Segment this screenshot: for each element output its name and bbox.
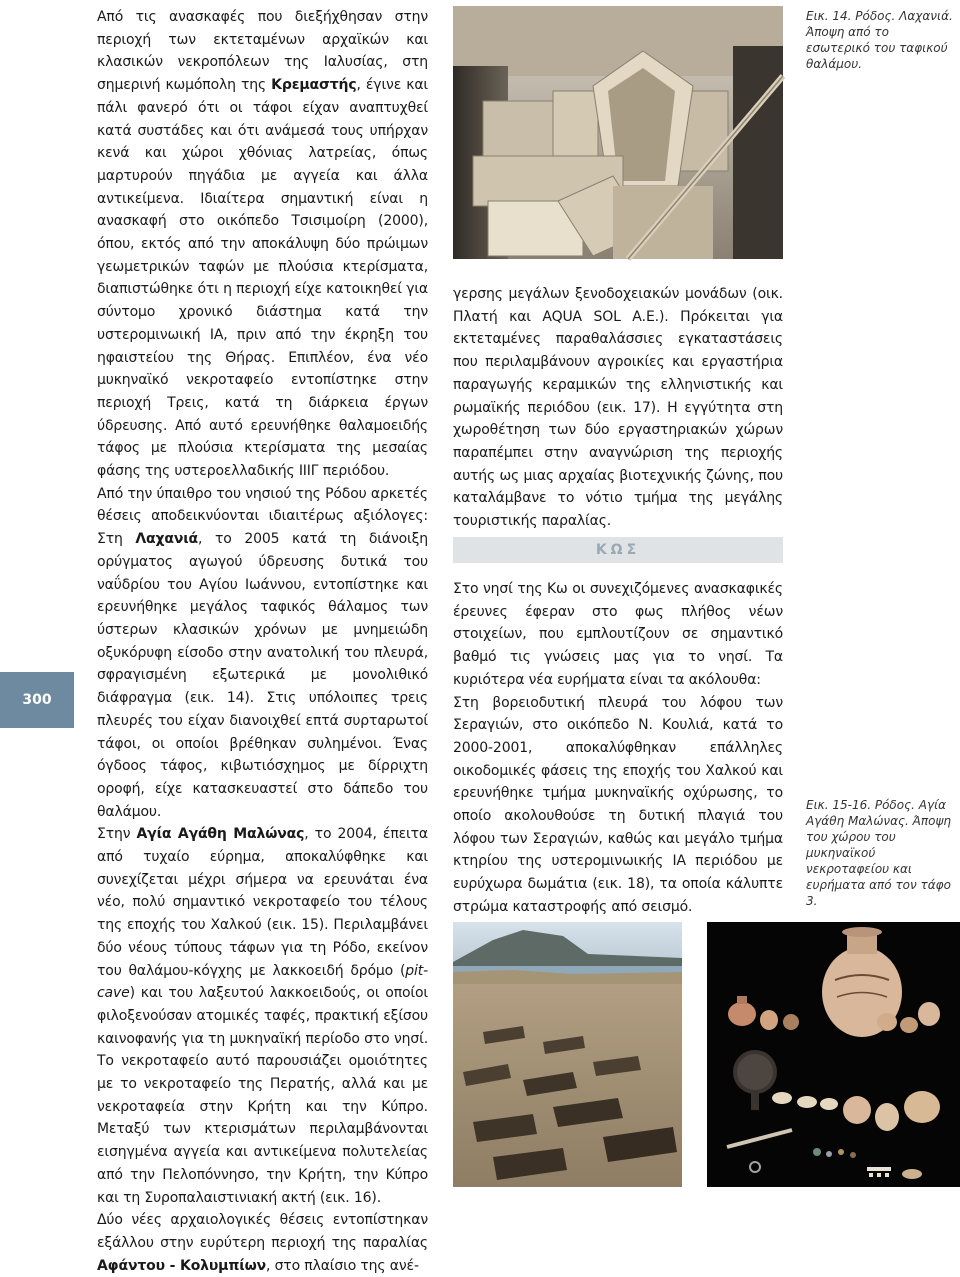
- place-name-lachania: Λαχανιά: [135, 531, 199, 548]
- paragraph-seragia: Στη βορειοδυτική πλευρά του λόφου των Σεραγιών, στο οικόπεδο Ν. Κουλιά, κατά το 2000-2001, αποκαλύφθηκαν επάλληλες οικοδομικές φάσεις της εποχής του Χαλκού και ερευνήθηκε τμήμα μυκηναϊκής οχύρωσης, το οποίο ακολουθούσε τη δυτική πλαγιά του λόφου των Σεραγιών, καθώς και μεγάλο τμήμα κτηρίου της υστερομινωικής ΙΑ περιόδου με ευρύχωρα δωμάτια (εικ. 18), τα οποία κάλυπτε στρώμα καταστροφής από σεισμό.: [453, 694, 783, 915]
- figure-15-16-caption: Εικ. 15-16. Ρόδος. Αγία Αγάθη Μαλώνας. Άποψη του χώρου του μυκηναϊκού νεκροταφείου και ευρήματα από τον τάφο 3.: [806, 798, 951, 908]
- section-heading-kos: ΚΩΣ: [453, 537, 783, 563]
- left-text-column: [97, 6, 428, 1277]
- paragraph-kos-intro: Στο νησί της Κω οι συνεχιζόμενες ανασκαφικές έρευνες έφεραν στο φως πλήθος νέων στοιχείων, που εμπλουτίζουν σε σημαντικό βαθμό τις γνώσεις μας για το νησί. Τα κυριότερα νέα ευρήματα είναι τα ακόλουθα:: [453, 581, 783, 688]
- figure-14-caption: Εικ. 14. Ρόδος. Λαχανιά. Άποψη από το εσωτερικό του ταφικού θαλάμου.: [806, 9, 953, 71]
- paragraph-kremasti: Από τις ανασκαφές που διεξήχθησαν στην περιοχή των εκτεταμένων αρχαϊκών και κλασικών νεκροπόλεων της Ιαλυσίας, στη σημερινή κωμόπολη της Κρεμαστής, έγινε και πάλι φανερό ότι οι τάφοι είχαν αναπτυχθεί κατά συστάδες και ότι ανάμεσά τους υπήρχαν κενά και χώροι χθόνιας λατρείας, όπως μαρτυρούν πηγάδια με αγγεία και άλλα αντικείμενα. Ιδιαίτερα σημαντική είναι η ανασκαφή στο οικόπεδο Τσισιμοίρη (2000), όπου, εκτός από την αποκάλυψη δύο πρώιμων γεωμετρικών ταφών με πλούσια κτερίσματα, διαπιστώθηκε ότι η περιοχή είχε κατοικηθεί για σύντομο χρονικό διάστημα κατά την υστερομινωική ΙΑ, πριν από την έκρηξη του ηφαιστείου της Θήρας. Επιπλέον, ένα νέο μυκηναϊκό νεκροταφείο εντοπίστηκε στην περιοχή Τρεις, κατά τη διάρκεια έργων ύδρευσης. Από αυτό ερευνήθηκε θαλαμοειδής τάφος με πλούσια κτερίσματα της μεσαίας φάσης της υστεροελλαδικής ΙΙΙΓ περιόδου.: [97, 9, 428, 480]
- place-name-agia-agathi: Αγία Αγάθη Μαλώνας: [136, 826, 305, 843]
- place-name-kremasti: Κρεμαστής: [271, 77, 357, 94]
- term-pit-cave: pit-cave: [97, 962, 428, 1002]
- middle-text-column-bottom: [453, 578, 783, 919]
- middle-text-column-top: [453, 283, 783, 533]
- paragraph-agia-agathi: Στην Αγία Αγάθη Μαλώνας, το 2004, έπειτα από τυχαίο εύρημα, αποκαλύφθηκε και συνεχίζεται μέχρι σήμερα να ερευνάται ένα νέο, πολύ σημαντικό νεκροταφείο του τέλους της εποχής του Χαλκού (εικ. 15). Περιλαμβάνει δύο νέους τύπους τάφων για τη Ρόδο, εκείνον του θαλάμου-κόγχης με λακκοειδή δρόμο (pit-cave) και του λαξευτού λακκοειδούς, οι οποίοι φιλοξενούσαν ατομικές ταφές, πρακτική εξίσου καινοφανής για τη μυκηναϊκή περίοδο στο νησί. Το νεκροταφείο αυτό παρουσιάζει ομοιότητες με το νεκροταφείο της Περατής, αλλά και με νεκροταφεία στην Κρήτη και την Κύπρο. Μεταξύ των κτερισμάτων περιλαμβάνονται εισηγμένα αγγεία και αντικείμενα πολυτελείας από την Πελοπόννησο, την Κρήτη, την Κύπρο και τη Συροπαλαιστινιακή ακτή (εικ. 16).: [97, 826, 428, 1206]
- page-number: 300: [0, 672, 74, 728]
- place-name-afantou: Αφάντου - Κολυμπίων: [97, 1257, 266, 1274]
- paragraph-afantou: Δύο νέες αρχαιολογικές θέσεις εντοπίστηκαν εξάλλου στην ευρύτερη περιοχή της παραλίας Αφάντου - Κολυμπίων, στο πλαίσιο της ανέ-: [97, 1212, 428, 1274]
- cemetery-site-photo: [453, 922, 682, 1187]
- tomb-chamber-photo: [453, 6, 783, 259]
- paragraph-afantou-cont: γερσης μεγάλων ξενοδοχειακών μονάδων (οικ. Πλατή και AQUA SOL Α.Ε.). Πρόκειται για εκτεταμένες παραθαλάσσιες εγκαταστάσεις που περιλαμβάνουν αγροικίες και εργαστήρια παραγωγής κεραμικών της ελληνιστικής και ρωμαϊκής περιόδου (εικ. 17). Η εγγύτητα στη χωροθέτηση των δύο εργαστηριακών χώρων παραπέμπει στην αναγνώριση της περιοχής αυτής ως μιας αρχαίας βιοτεχνικής ζώνης, που καταλάμβανε το νότιο τμήμα της μεγάλης τουριστικής παραλίας.: [453, 286, 783, 530]
- paragraph-lachania: Από την ύπαιθρο του νησιού της Ρόδου αρκετές θέσεις αποδεικνύονται ιδιαιτέρως αξιόλογες: Στη Λαχανιά, το 2005 κατά τη διάνοιξη ορύγματος αγωγού ύδρευσης δυτικά του ναΰδρίου του Αγίου Ιωάννου, εντοπίστηκε και ερευνήθηκε μεγάλος ταφικός θάλαμος των ύστερων κλασικών χρόνων με μνημειώδη οξυκόρυφη είσοδο στην ανατολική του πλευρά, σφραγισμένη εξωτερικά με μονολιθικό διάφραγμα (εικ. 14). Στις υπόλοιπες τρεις πλευρές του είχαν διανοιχθεί επτά συρταρωτοί τάφοι, οι οποίοι βρέθηκαν συλημένοι. Ένας όγδοος τάφος, κιβωτιόσχημος με δίρριχτη οροφή, είχε κατασκευαστεί στο δάπεδο του θαλάμου.: [97, 485, 428, 820]
- tomb-finds-photo: [707, 922, 960, 1187]
